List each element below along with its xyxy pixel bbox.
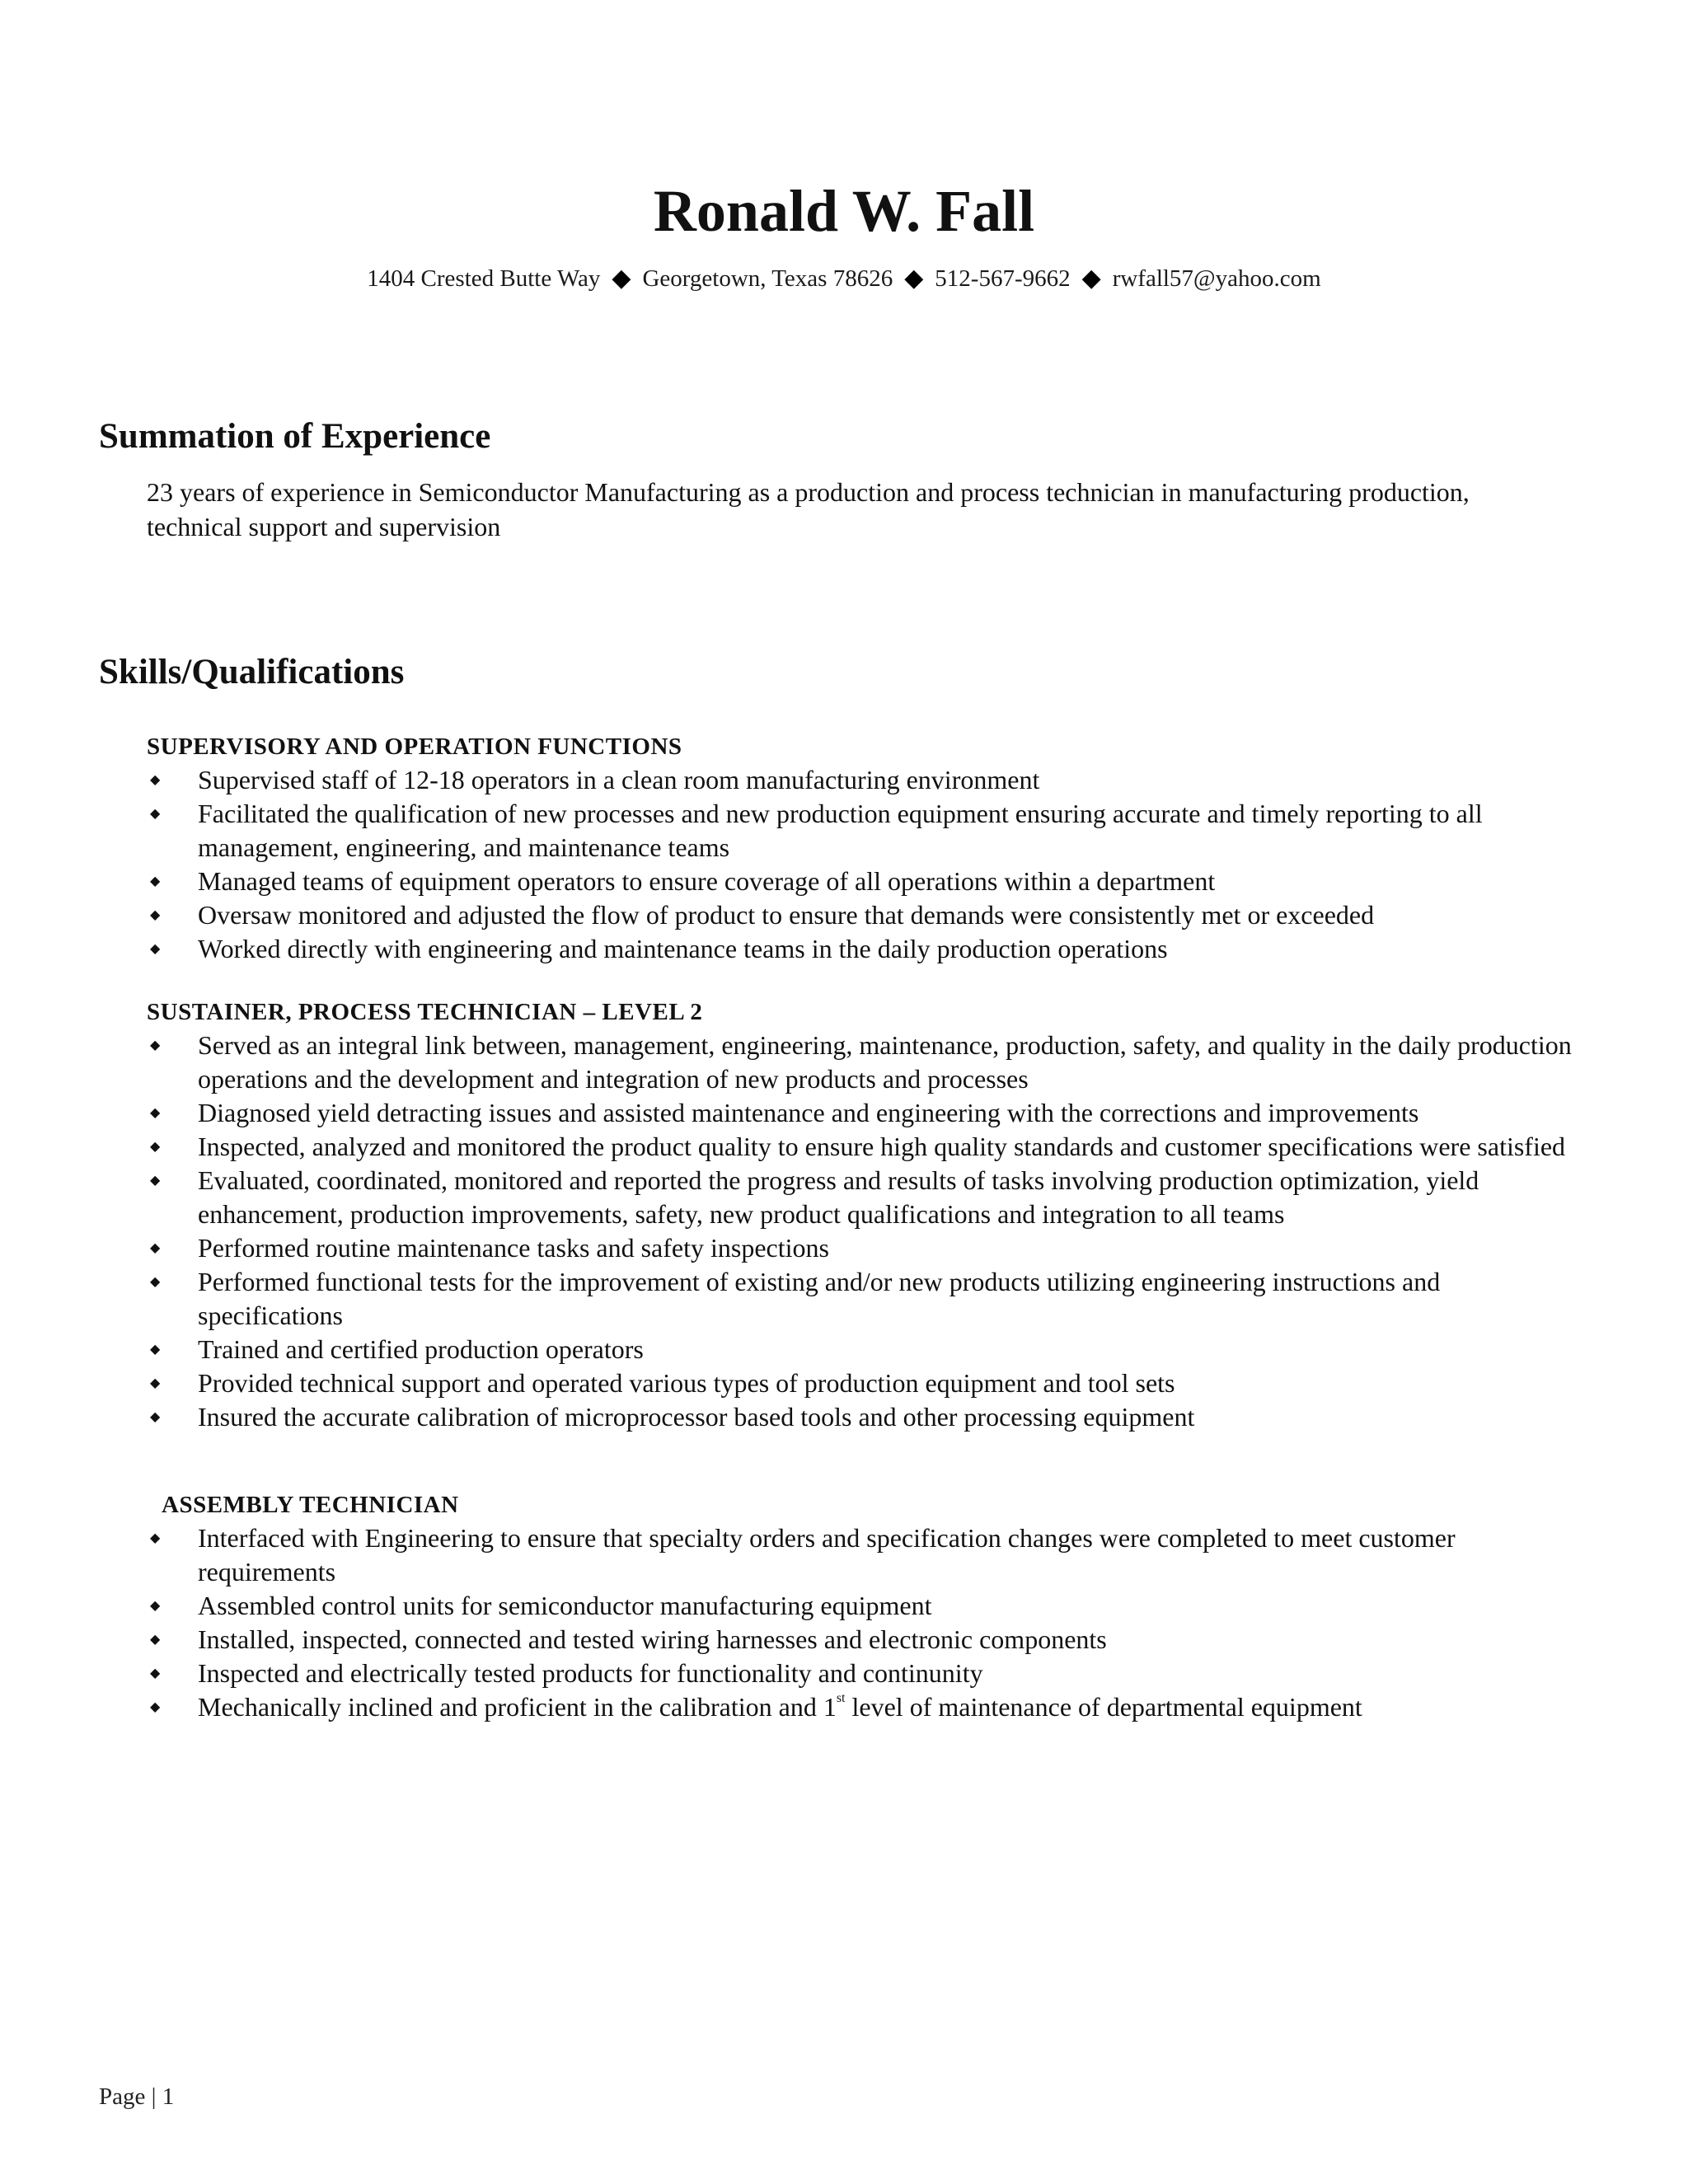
diamond-separator-icon: ◆ xyxy=(1081,265,1101,292)
bullet-icon: ◆ xyxy=(150,1410,161,1424)
list-item: ◆ Interfaced with Engineering to ensure that specialty orders and specification changes were completed to meet customer requirements xyxy=(150,1523,1456,1586)
bullet-icon: ◆ xyxy=(150,1599,161,1613)
list-item: ◆ Insured the accurate calibration of microprocessor based tools and other processing equipment xyxy=(147,1400,1581,1434)
summary-text: 23 years of experience in Semiconductor Manufacturing as a production and process technician in manufacturing production, technical support and supervision xyxy=(147,477,1470,541)
contact-phone: 512-567-9662 xyxy=(935,265,1071,292)
bullet-icon: ◆ xyxy=(150,1633,161,1647)
contact-city: Georgetown, Texas 78626 xyxy=(642,265,893,292)
diamond-separator-icon: ◆ xyxy=(904,265,924,292)
summary-heading: Summation of Experience xyxy=(99,417,491,456)
bullet-icon: ◆ xyxy=(150,1700,161,1714)
bullet-icon: ◆ xyxy=(150,1174,161,1188)
list-item: ◆ Performed functional tests for the improvement of existing and/or new products utilizing engineering instructions and specifications xyxy=(150,1267,1441,1330)
list-item: ◆ Trained and certified production operators xyxy=(147,1333,1581,1366)
group-title: SUPERVISORY AND OPERATION FUNCTIONS xyxy=(147,733,682,760)
page-footer xyxy=(99,2080,174,2113)
contact-line xyxy=(0,262,1688,295)
ordinal-suffix: st xyxy=(836,1691,846,1705)
page-divider: | xyxy=(151,2083,157,2110)
group-title: ASSEMBLY TECHNICIAN xyxy=(162,1492,459,1518)
bullet-icon: ◆ xyxy=(150,1531,161,1545)
list-item: ◆ Evaluated, coordinated, monitored and reported the progress and results of tasks involving production optimization, yield enhancement, production improvements, safety, new product qualifications and integration to all teams xyxy=(150,1165,1479,1229)
bullet-icon: ◆ xyxy=(150,773,161,787)
bullet-icon: ◆ xyxy=(150,1038,161,1052)
list-item: ◆ Served as an integral link between, management, engineering, maintenance, production, safety, and quality in the daily production operations and the development and integration of new products and processes xyxy=(150,1030,1572,1094)
bullet-list xyxy=(147,1029,1581,1434)
skills-group-sustainer xyxy=(147,996,1581,1434)
list-item: ◆ Inspected and electrically tested products for functionality and continunity xyxy=(147,1657,1581,1690)
skills-group-supervisory xyxy=(147,730,1581,966)
bullet-icon: ◆ xyxy=(150,1241,161,1255)
list-item: ◆ Diagnosed yield detracting issues and assisted maintenance and engineering with the corrections and improvements xyxy=(147,1096,1581,1130)
bullet-icon: ◆ xyxy=(150,1106,161,1120)
list-item: ◆ Assembled control units for semiconductor manufacturing equipment xyxy=(147,1589,1581,1623)
group-title: SUSTAINER, PROCESS TECHNICIAN – LEVEL 2 xyxy=(147,999,703,1025)
list-item: ◆ Oversaw monitored and adjusted the flow of product to ensure that demands were consistently met or exceeded xyxy=(147,898,1581,932)
bullet-icon: ◆ xyxy=(150,942,161,956)
list-item: ◆ Mechanically inclined and proficient in the calibration and 1st level of maintenance of departmental equipment xyxy=(147,1690,1581,1724)
diamond-separator-icon: ◆ xyxy=(612,265,631,292)
page-number: 1 xyxy=(162,2083,175,2110)
bullet-list xyxy=(147,1521,1581,1724)
list-item: ◆ Facilitated the qualification of new processes and new production equipment ensuring accurate and timely reporting to all management, engineering, and maintenance teams xyxy=(150,799,1483,862)
bullet-icon: ◆ xyxy=(150,1140,161,1154)
page-label: Page xyxy=(99,2083,146,2110)
bullet-list xyxy=(147,763,1581,966)
list-item: ◆ Provided technical support and operated various types of production equipment and tool sets xyxy=(147,1366,1581,1400)
bullet-icon: ◆ xyxy=(150,1343,161,1357)
list-item: ◆ Inspected, analyzed and monitored the product quality to ensure high quality standards and customer specifications were satisfied xyxy=(147,1130,1581,1164)
list-item: ◆ Managed teams of equipment operators to ensure coverage of all operations within a department xyxy=(147,865,1581,898)
bullet-icon: ◆ xyxy=(150,874,161,888)
bullet-icon: ◆ xyxy=(150,1376,161,1390)
contact-email: rwfall57@yahoo.com xyxy=(1112,265,1321,292)
list-item: ◆ Performed routine maintenance tasks and safety inspections xyxy=(147,1231,1581,1265)
list-item: ◆ Worked directly with engineering and maintenance teams in the daily production operations xyxy=(147,932,1581,966)
bullet-icon: ◆ xyxy=(150,908,161,922)
bullet-icon: ◆ xyxy=(150,807,161,821)
resume-name: Ronald W. Fall xyxy=(653,178,1035,244)
skills-heading: Skills/Qualifications xyxy=(99,653,405,691)
bullet-icon: ◆ xyxy=(150,1275,161,1289)
skills-group-assembly xyxy=(147,1488,1581,1724)
bullet-icon: ◆ xyxy=(150,1666,161,1680)
contact-address: 1404 Crested Butte Way xyxy=(367,265,601,292)
list-item: ◆ Supervised staff of 12-18 operators in a clean room manufacturing environment xyxy=(147,763,1581,797)
list-item: ◆ Installed, inspected, connected and tested wiring harnesses and electronic components xyxy=(147,1623,1581,1657)
